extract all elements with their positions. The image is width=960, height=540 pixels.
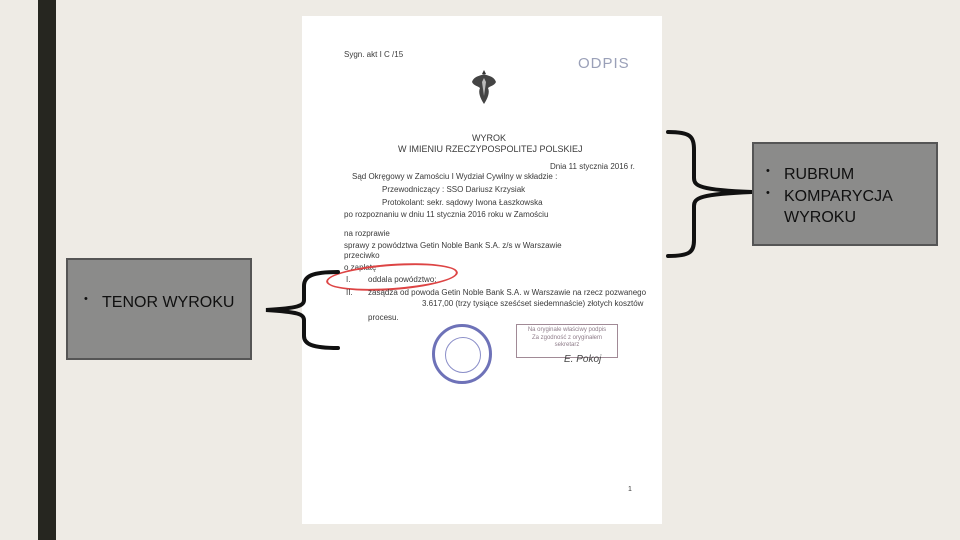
case-line: sprawy z powództwa Getin Noble Bank S.A. z/s w Warszawie xyxy=(344,241,562,250)
handwritten-signature: E. Pokoj xyxy=(564,354,602,365)
claim-line: o zapłatę xyxy=(344,263,377,272)
point-1-number: I. xyxy=(346,275,351,284)
case-signature: Sygn. akt I C /15 xyxy=(344,50,404,59)
hearing-line: po rozpoznaniu w dniu 11 stycznia 2016 roku w Zamościu xyxy=(344,210,549,219)
stamp-line: Za zgodność z oryginałem xyxy=(531,334,603,341)
date-line: Dnia 11 stycznia 2016 r. xyxy=(550,162,635,171)
right-brace-icon xyxy=(668,132,752,256)
point-2-text: zasądza od powoda Getin Noble Bank S.A. w Warszawie na rzecz pozwanego xyxy=(368,288,647,297)
clerk-line: Protokolant: sekr. sądowy Iwona Łaszkowska xyxy=(382,198,543,207)
callout-item: • KOMPARYCJA WYROKU xyxy=(764,186,928,229)
court-line: Sąd Okręgowy w Zamościu I Wydział Cywilny w składzie : xyxy=(352,172,558,181)
hearing-line-2: na rozprawie xyxy=(344,229,390,238)
process-line: procesu. xyxy=(368,313,399,322)
stamp-line: sekretarz xyxy=(554,342,580,348)
left-brace-icon xyxy=(266,272,338,348)
heading-republic: W IMIENIU RZECZYPOSPOLITEJ POLSKIEJ xyxy=(398,144,583,154)
odpis-stamp: ODPIS xyxy=(578,55,630,72)
callout-item: • TENOR WYROKU xyxy=(82,292,242,314)
callout-rubrum-komparycja xyxy=(752,142,938,246)
point-2-continued: 3.617,00 (trzy tysiące sześćset siedemnaście) złotych kosztów xyxy=(422,299,644,308)
point-1-text: oddala powództwo; xyxy=(368,275,437,284)
heading-verdict: WYROK xyxy=(472,133,507,143)
against-line: przeciwko xyxy=(344,251,380,260)
stamp-line: Na oryginale właściwy podpis xyxy=(527,327,607,333)
callout-item: • RUBRUM xyxy=(764,164,928,186)
callout-tenor xyxy=(66,258,252,360)
presiding-line: Przewodniczący : SSO Dariusz Krzysiak xyxy=(382,185,526,194)
page-number: 1 xyxy=(628,486,632,493)
point-2-number: II. xyxy=(346,288,353,297)
